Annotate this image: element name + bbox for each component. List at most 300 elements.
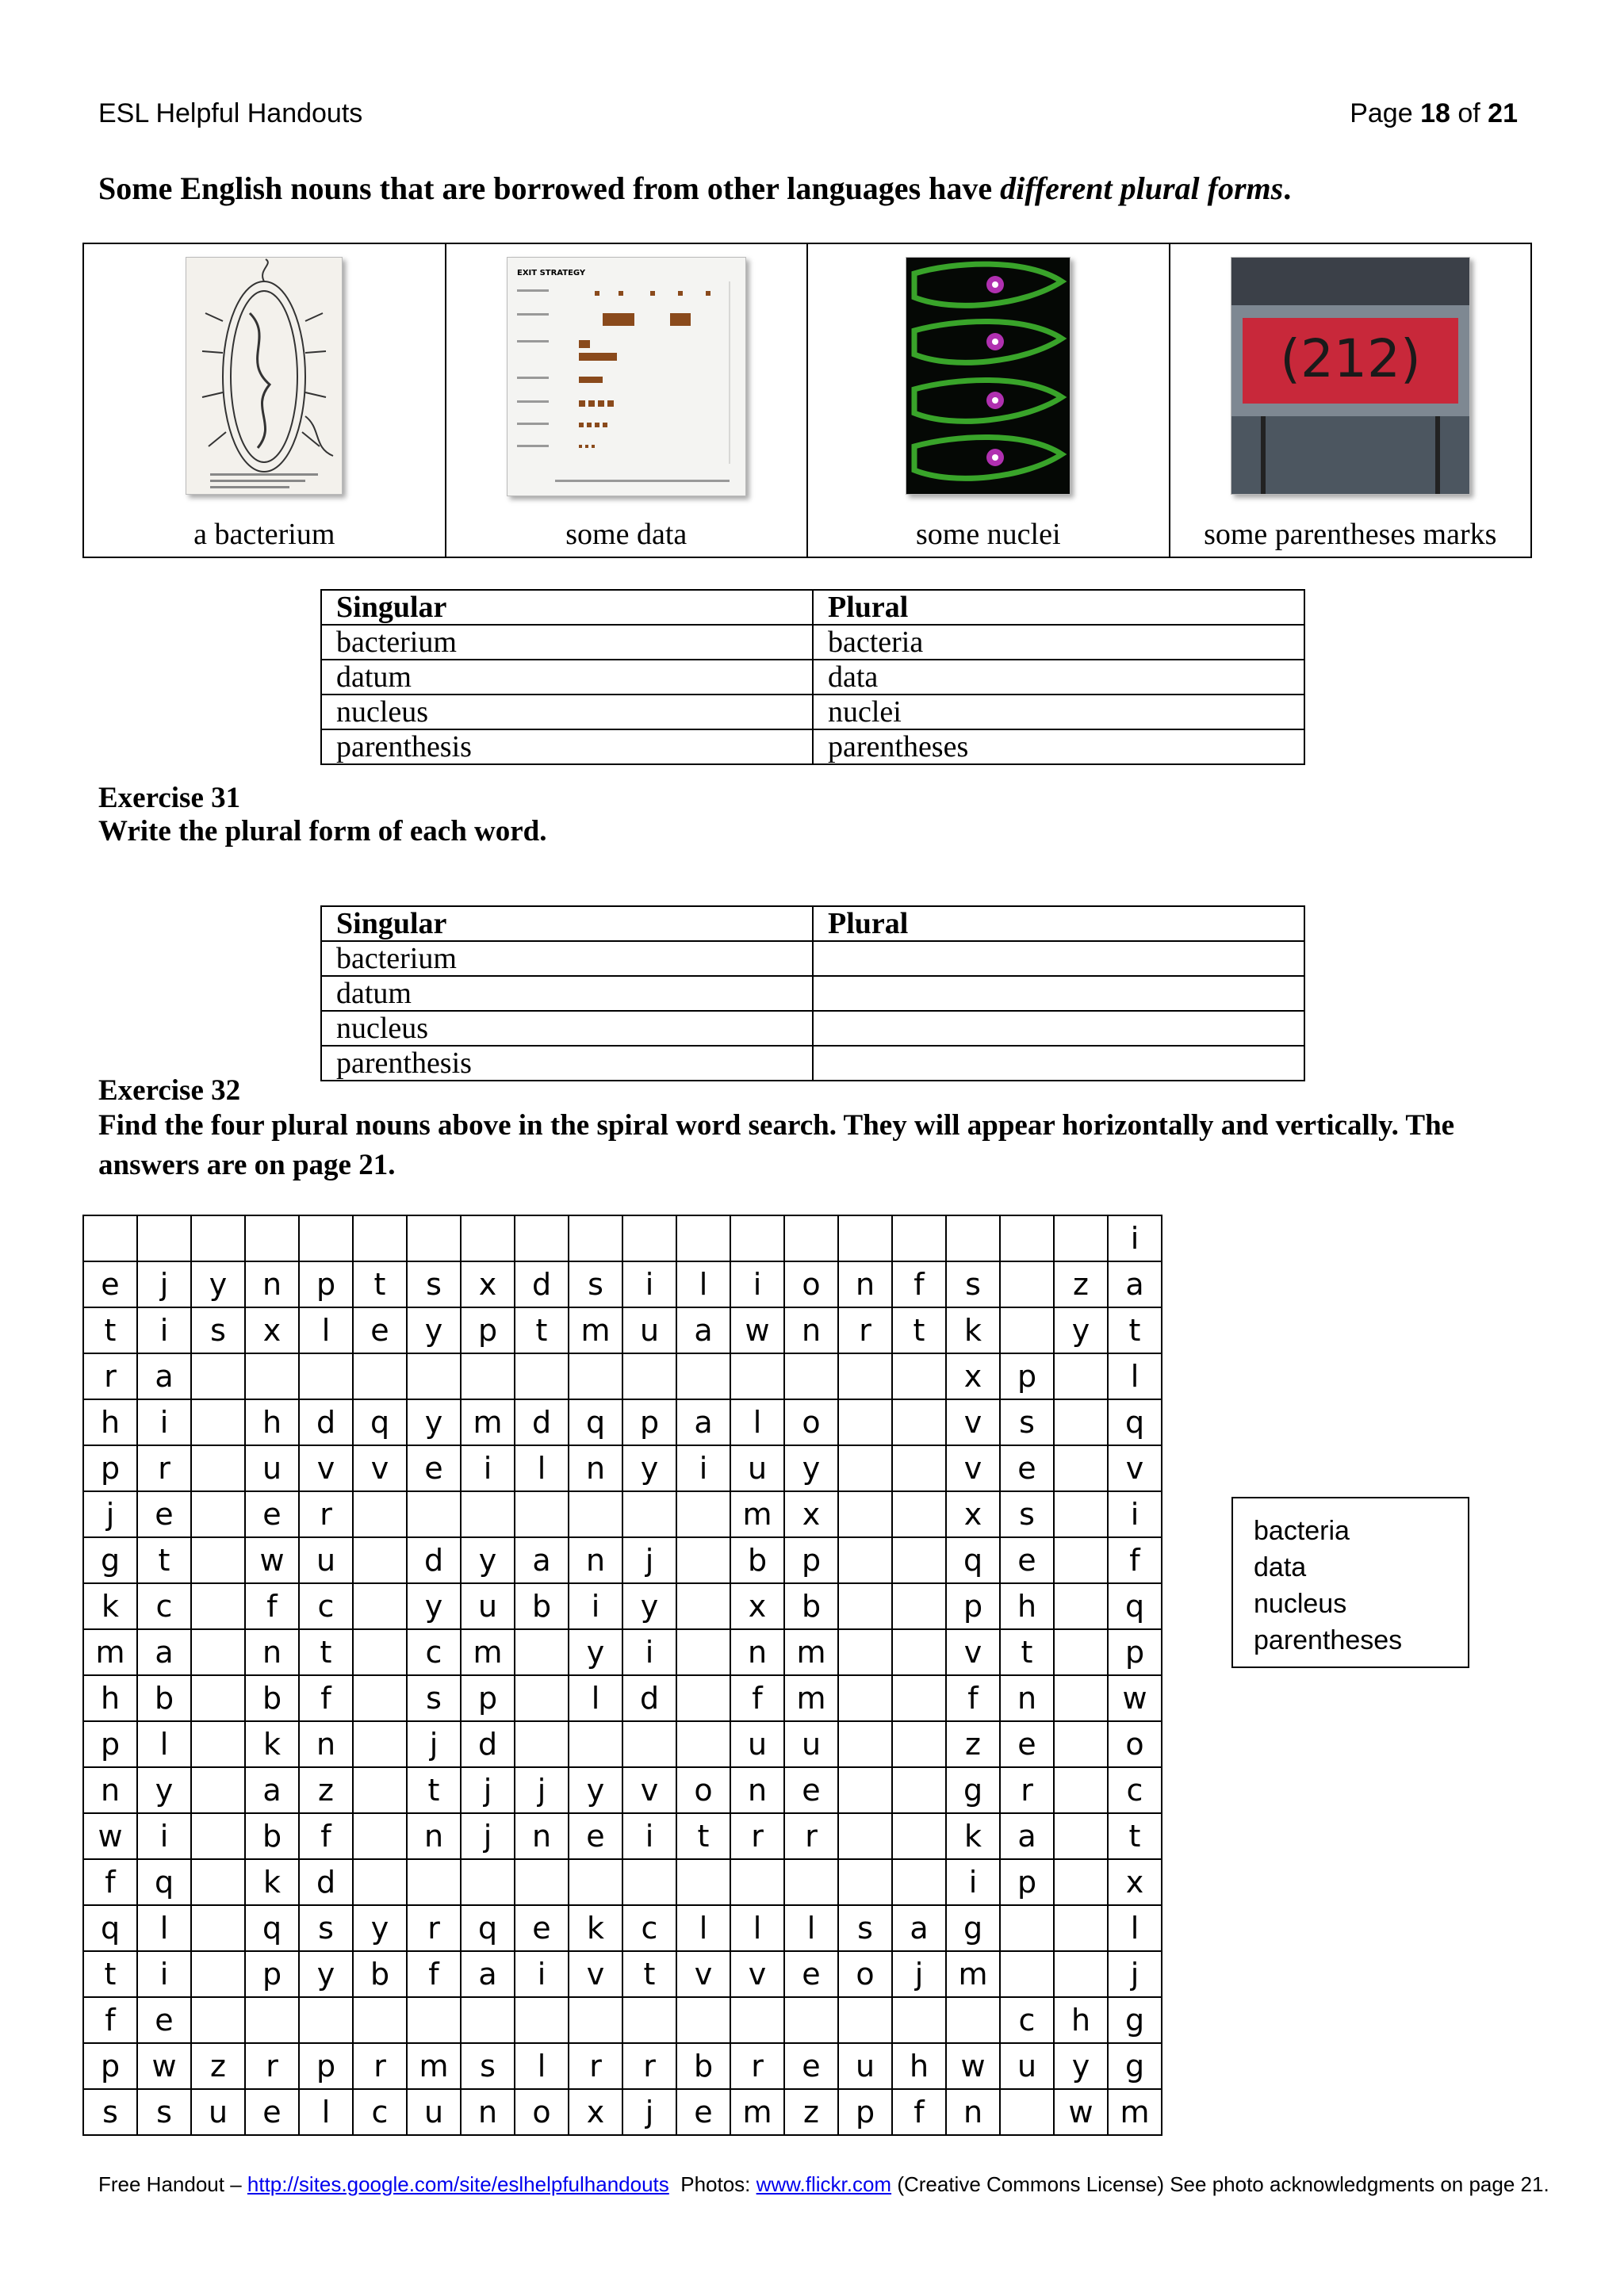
- grid-cell[interactable]: d: [299, 1399, 353, 1445]
- grid-cell[interactable]: [730, 1859, 784, 1905]
- grid-cell[interactable]: x: [1108, 1859, 1162, 1905]
- grid-cell[interactable]: r: [245, 2043, 299, 2089]
- grid-cell[interactable]: [1054, 1951, 1108, 1997]
- grid-cell[interactable]: [191, 1491, 245, 1537]
- grid-cell[interactable]: t: [622, 1951, 676, 1997]
- grid-cell[interactable]: c: [353, 2089, 407, 2135]
- grid-cell[interactable]: j: [137, 1261, 191, 1307]
- grid-cell[interactable]: y: [569, 1629, 622, 1675]
- grid-cell[interactable]: [838, 1767, 892, 1813]
- grid-cell[interactable]: b: [515, 1583, 569, 1629]
- grid-cell[interactable]: n: [1000, 1675, 1054, 1721]
- grid-cell[interactable]: [569, 1215, 622, 1261]
- grid-cell[interactable]: [191, 1445, 245, 1491]
- grid-cell[interactable]: [1054, 1675, 1108, 1721]
- grid-cell[interactable]: q: [245, 1905, 299, 1951]
- grid-cell[interactable]: m: [946, 1951, 1000, 1997]
- grid-cell[interactable]: [622, 1215, 676, 1261]
- grid-cell[interactable]: j: [83, 1491, 137, 1537]
- grid-cell[interactable]: p: [299, 2043, 353, 2089]
- grid-cell[interactable]: [353, 1353, 407, 1399]
- grid-cell[interactable]: n: [83, 1767, 137, 1813]
- grid-cell[interactable]: [1054, 1399, 1108, 1445]
- grid-cell[interactable]: w: [1054, 2089, 1108, 2135]
- grid-cell[interactable]: e: [1000, 1537, 1054, 1583]
- grid-cell[interactable]: t: [137, 1537, 191, 1583]
- grid-cell[interactable]: w: [1108, 1675, 1162, 1721]
- grid-cell[interactable]: b: [245, 1813, 299, 1859]
- grid-cell[interactable]: [245, 1353, 299, 1399]
- grid-cell[interactable]: m: [461, 1399, 515, 1445]
- grid-cell[interactable]: r: [299, 1491, 353, 1537]
- grid-cell[interactable]: j: [622, 1537, 676, 1583]
- grid-cell[interactable]: [1000, 1951, 1054, 1997]
- grid-cell[interactable]: l: [1108, 1905, 1162, 1951]
- grid-cell[interactable]: v: [946, 1399, 1000, 1445]
- grid-cell[interactable]: q: [83, 1905, 137, 1951]
- grid-cell[interactable]: r: [730, 1813, 784, 1859]
- grid-cell[interactable]: q: [1108, 1583, 1162, 1629]
- grid-cell[interactable]: [1054, 1445, 1108, 1491]
- grid-cell[interactable]: s: [299, 1905, 353, 1951]
- grid-cell[interactable]: l: [515, 2043, 569, 2089]
- grid-cell[interactable]: r: [353, 2043, 407, 2089]
- grid-cell[interactable]: [299, 1353, 353, 1399]
- grid-cell[interactable]: p: [784, 1537, 838, 1583]
- grid-cell[interactable]: r: [622, 2043, 676, 2089]
- grid-cell[interactable]: f: [299, 1813, 353, 1859]
- grid-cell[interactable]: u: [730, 1445, 784, 1491]
- grid-cell[interactable]: f: [892, 1261, 946, 1307]
- grid-cell[interactable]: [1000, 1215, 1054, 1261]
- grid-cell[interactable]: t: [1000, 1629, 1054, 1675]
- grid-cell[interactable]: [784, 1997, 838, 2043]
- grid-cell[interactable]: e: [784, 2043, 838, 2089]
- grid-cell[interactable]: [353, 1215, 407, 1261]
- grid-cell[interactable]: [515, 1721, 569, 1767]
- grid-cell[interactable]: [676, 1629, 730, 1675]
- grid-cell[interactable]: [353, 1997, 407, 2043]
- grid-cell[interactable]: h: [245, 1399, 299, 1445]
- grid-cell[interactable]: [461, 1997, 515, 2043]
- grid-cell[interactable]: [892, 1491, 946, 1537]
- grid-cell[interactable]: [892, 1445, 946, 1491]
- grid-cell[interactable]: e: [784, 1767, 838, 1813]
- grid-cell[interactable]: [353, 1767, 407, 1813]
- grid-cell[interactable]: p: [461, 1307, 515, 1353]
- grid-cell[interactable]: i: [946, 1859, 1000, 1905]
- grid-cell[interactable]: m: [730, 1491, 784, 1537]
- grid-cell[interactable]: x: [461, 1261, 515, 1307]
- grid-cell[interactable]: [407, 1859, 461, 1905]
- grid-cell[interactable]: [353, 1537, 407, 1583]
- grid-cell[interactable]: [353, 1813, 407, 1859]
- grid-cell[interactable]: r: [407, 1905, 461, 1951]
- grid-cell[interactable]: i: [1108, 1491, 1162, 1537]
- grid-cell[interactable]: [191, 1721, 245, 1767]
- grid-cell[interactable]: [461, 1859, 515, 1905]
- grid-cell[interactable]: p: [83, 2043, 137, 2089]
- grid-cell[interactable]: [1000, 2089, 1054, 2135]
- grid-cell[interactable]: s: [83, 2089, 137, 2135]
- grid-cell[interactable]: [1054, 1537, 1108, 1583]
- grid-cell[interactable]: [299, 1997, 353, 2043]
- grid-cell[interactable]: u: [245, 1445, 299, 1491]
- grid-cell[interactable]: [191, 1951, 245, 1997]
- grid-cell[interactable]: [622, 1353, 676, 1399]
- grid-cell[interactable]: l: [137, 1905, 191, 1951]
- grid-cell[interactable]: q: [137, 1859, 191, 1905]
- grid-cell[interactable]: v: [946, 1629, 1000, 1675]
- grid-cell[interactable]: i: [515, 1951, 569, 1997]
- flickr-link[interactable]: www.flickr.com: [756, 2172, 892, 2196]
- grid-cell[interactable]: d: [515, 1261, 569, 1307]
- grid-cell[interactable]: l: [299, 2089, 353, 2135]
- grid-cell[interactable]: f: [245, 1583, 299, 1629]
- grid-cell[interactable]: [676, 1491, 730, 1537]
- grid-cell[interactable]: l: [569, 1675, 622, 1721]
- grid-cell[interactable]: b: [353, 1951, 407, 1997]
- grid-cell[interactable]: a: [515, 1537, 569, 1583]
- grid-cell[interactable]: [838, 1215, 892, 1261]
- grid-cell[interactable]: m: [784, 1629, 838, 1675]
- handouts-link[interactable]: http://sites.google.com/site/eslhelpfulhandouts: [247, 2172, 669, 2196]
- grid-cell[interactable]: x: [569, 2089, 622, 2135]
- grid-cell[interactable]: d: [515, 1399, 569, 1445]
- grid-cell[interactable]: [569, 1721, 622, 1767]
- grid-cell[interactable]: i: [137, 1951, 191, 1997]
- grid-cell[interactable]: n: [730, 1767, 784, 1813]
- grid-cell[interactable]: y: [784, 1445, 838, 1491]
- grid-cell[interactable]: u: [622, 1307, 676, 1353]
- grid-cell[interactable]: o: [1108, 1721, 1162, 1767]
- grid-cell[interactable]: l: [730, 1399, 784, 1445]
- grid-cell[interactable]: [299, 1215, 353, 1261]
- grid-cell[interactable]: [730, 1353, 784, 1399]
- grid-cell[interactable]: p: [838, 2089, 892, 2135]
- grid-cell[interactable]: c: [1000, 1997, 1054, 2043]
- grid-cell[interactable]: x: [245, 1307, 299, 1353]
- grid-cell[interactable]: g: [1108, 1997, 1162, 2043]
- grid-cell[interactable]: [622, 1997, 676, 2043]
- grid-cell[interactable]: e: [83, 1261, 137, 1307]
- grid-cell[interactable]: t: [353, 1261, 407, 1307]
- grid-cell[interactable]: n: [838, 1261, 892, 1307]
- grid-cell[interactable]: [515, 1675, 569, 1721]
- grid-cell[interactable]: c: [622, 1905, 676, 1951]
- grid-cell[interactable]: w: [137, 2043, 191, 2089]
- grid-cell[interactable]: p: [1000, 1353, 1054, 1399]
- grid-cell[interactable]: n: [245, 1261, 299, 1307]
- grid-cell[interactable]: s: [569, 1261, 622, 1307]
- grid-cell[interactable]: y: [299, 1951, 353, 1997]
- grid-cell[interactable]: e: [784, 1951, 838, 1997]
- grid-cell[interactable]: w: [730, 1307, 784, 1353]
- grid-cell[interactable]: t: [83, 1951, 137, 1997]
- grid-cell[interactable]: m: [407, 2043, 461, 2089]
- grid-cell[interactable]: [838, 1629, 892, 1675]
- grid-cell[interactable]: [1000, 1905, 1054, 1951]
- grid-cell[interactable]: [569, 1859, 622, 1905]
- grid-cell[interactable]: [946, 1997, 1000, 2043]
- grid-cell[interactable]: c: [299, 1583, 353, 1629]
- grid-cell[interactable]: t: [892, 1307, 946, 1353]
- grid-cell[interactable]: [353, 1583, 407, 1629]
- grid-cell[interactable]: a: [1108, 1261, 1162, 1307]
- grid-cell[interactable]: i: [461, 1445, 515, 1491]
- grid-cell[interactable]: [1000, 1307, 1054, 1353]
- grid-cell[interactable]: [676, 1859, 730, 1905]
- grid-cell[interactable]: a: [245, 1767, 299, 1813]
- grid-cell[interactable]: j: [407, 1721, 461, 1767]
- grid-cell[interactable]: q: [353, 1399, 407, 1445]
- grid-cell[interactable]: f: [946, 1675, 1000, 1721]
- grid-cell[interactable]: [838, 1445, 892, 1491]
- grid-cell[interactable]: m: [730, 2089, 784, 2135]
- grid-cell[interactable]: [137, 1215, 191, 1261]
- grid-cell[interactable]: q: [461, 1905, 515, 1951]
- grid-cell[interactable]: e: [407, 1445, 461, 1491]
- grid-cell[interactable]: l: [1108, 1353, 1162, 1399]
- grid-cell[interactable]: h: [1054, 1997, 1108, 2043]
- grid-cell[interactable]: d: [299, 1859, 353, 1905]
- grid-cell[interactable]: [1054, 1583, 1108, 1629]
- grid-cell[interactable]: [892, 1997, 946, 2043]
- grid-cell[interactable]: [191, 1859, 245, 1905]
- grid-cell[interactable]: v: [569, 1951, 622, 1997]
- grid-cell[interactable]: h: [892, 2043, 946, 2089]
- grid-cell[interactable]: g: [83, 1537, 137, 1583]
- grid-cell[interactable]: o: [784, 1261, 838, 1307]
- grid-cell[interactable]: o: [676, 1767, 730, 1813]
- grid-cell[interactable]: p: [299, 1261, 353, 1307]
- grid-cell[interactable]: i: [622, 1629, 676, 1675]
- grid-cell[interactable]: v: [1108, 1445, 1162, 1491]
- grid-cell[interactable]: o: [838, 1951, 892, 1997]
- grid-cell[interactable]: [353, 1859, 407, 1905]
- grid-cell[interactable]: i: [137, 1307, 191, 1353]
- grid-cell[interactable]: j: [892, 1951, 946, 1997]
- grid-cell[interactable]: b: [245, 1675, 299, 1721]
- grid-cell[interactable]: e: [1000, 1721, 1054, 1767]
- grid-cell[interactable]: e: [1000, 1445, 1054, 1491]
- grid-cell[interactable]: [838, 1537, 892, 1583]
- grid-cell[interactable]: f: [299, 1675, 353, 1721]
- grid-cell[interactable]: [515, 1859, 569, 1905]
- grid-cell[interactable]: [838, 1583, 892, 1629]
- grid-cell[interactable]: i: [569, 1583, 622, 1629]
- grid-cell[interactable]: p: [622, 1399, 676, 1445]
- grid-cell[interactable]: w: [946, 2043, 1000, 2089]
- grid-cell[interactable]: u: [407, 2089, 461, 2135]
- grid-cell[interactable]: t: [1108, 1813, 1162, 1859]
- grid-cell[interactable]: i: [137, 1399, 191, 1445]
- grid-cell[interactable]: c: [407, 1629, 461, 1675]
- grid-cell[interactable]: n: [515, 1813, 569, 1859]
- grid-cell[interactable]: [892, 1215, 946, 1261]
- grid-cell[interactable]: y: [461, 1537, 515, 1583]
- grid-cell[interactable]: j: [461, 1813, 515, 1859]
- grid-cell[interactable]: p: [1000, 1859, 1054, 1905]
- grid-cell[interactable]: t: [676, 1813, 730, 1859]
- grid-cell[interactable]: j: [1108, 1951, 1162, 1997]
- grid-cell[interactable]: [515, 1215, 569, 1261]
- grid-cell[interactable]: z: [191, 2043, 245, 2089]
- grid-cell[interactable]: x: [784, 1491, 838, 1537]
- grid-cell[interactable]: [838, 1353, 892, 1399]
- grid-cell[interactable]: s: [461, 2043, 515, 2089]
- grid-cell[interactable]: [784, 1859, 838, 1905]
- grid-cell[interactable]: n: [730, 1629, 784, 1675]
- grid-cell[interactable]: [515, 1629, 569, 1675]
- grid-cell[interactable]: i: [676, 1445, 730, 1491]
- grid-cell[interactable]: b: [137, 1675, 191, 1721]
- grid-cell[interactable]: s: [407, 1261, 461, 1307]
- grid-cell[interactable]: [191, 1399, 245, 1445]
- grid-cell[interactable]: [191, 1629, 245, 1675]
- grid-cell[interactable]: z: [784, 2089, 838, 2135]
- grid-cell[interactable]: n: [461, 2089, 515, 2135]
- grid-cell[interactable]: [245, 1997, 299, 2043]
- grid-cell[interactable]: v: [299, 1445, 353, 1491]
- grid-cell[interactable]: [892, 1859, 946, 1905]
- grid-cell[interactable]: n: [784, 1307, 838, 1353]
- grid-cell[interactable]: y: [622, 1583, 676, 1629]
- grid-cell[interactable]: b: [730, 1537, 784, 1583]
- grid-cell[interactable]: p: [461, 1675, 515, 1721]
- grid-cell[interactable]: l: [137, 1721, 191, 1767]
- grid-cell[interactable]: k: [946, 1307, 1000, 1353]
- grid-cell[interactable]: [676, 1215, 730, 1261]
- grid-cell[interactable]: v: [353, 1445, 407, 1491]
- grid-cell[interactable]: m: [461, 1629, 515, 1675]
- grid-cell[interactable]: [191, 1767, 245, 1813]
- grid-cell[interactable]: k: [83, 1583, 137, 1629]
- grid-cell[interactable]: x: [730, 1583, 784, 1629]
- grid-cell[interactable]: a: [676, 1307, 730, 1353]
- grid-cell[interactable]: v: [946, 1445, 1000, 1491]
- grid-cell[interactable]: h: [1000, 1583, 1054, 1629]
- grid-cell[interactable]: [838, 1859, 892, 1905]
- grid-cell[interactable]: [730, 1997, 784, 2043]
- grid-cell[interactable]: [622, 1491, 676, 1537]
- grid-cell[interactable]: r: [83, 1353, 137, 1399]
- grid-cell[interactable]: l: [676, 1261, 730, 1307]
- grid-cell[interactable]: m: [83, 1629, 137, 1675]
- grid-cell[interactable]: k: [569, 1905, 622, 1951]
- grid-cell[interactable]: [407, 1491, 461, 1537]
- grid-cell[interactable]: u: [838, 2043, 892, 2089]
- grid-cell[interactable]: f: [1108, 1537, 1162, 1583]
- grid-cell[interactable]: i: [730, 1261, 784, 1307]
- grid-cell[interactable]: o: [515, 2089, 569, 2135]
- grid-cell[interactable]: [1054, 1721, 1108, 1767]
- grid-cell[interactable]: u: [191, 2089, 245, 2135]
- grid-cell[interactable]: o: [784, 1399, 838, 1445]
- grid-cell[interactable]: e: [137, 1997, 191, 2043]
- grid-cell[interactable]: e: [137, 1491, 191, 1537]
- grid-cell[interactable]: n: [946, 2089, 1000, 2135]
- grid-cell[interactable]: [892, 1675, 946, 1721]
- grid-cell[interactable]: f: [83, 1997, 137, 2043]
- grid-cell[interactable]: [191, 1583, 245, 1629]
- grid-cell[interactable]: z: [299, 1767, 353, 1813]
- grid-cell[interactable]: [191, 1353, 245, 1399]
- grid-cell[interactable]: [407, 1215, 461, 1261]
- grid-cell[interactable]: [1054, 1767, 1108, 1813]
- grid-cell[interactable]: k: [946, 1813, 1000, 1859]
- grid-cell[interactable]: i: [622, 1261, 676, 1307]
- grid-cell[interactable]: l: [515, 1445, 569, 1491]
- grid-cell[interactable]: [515, 1353, 569, 1399]
- grid-cell[interactable]: s: [1000, 1399, 1054, 1445]
- grid-cell[interactable]: a: [1000, 1813, 1054, 1859]
- grid-cell[interactable]: u: [461, 1583, 515, 1629]
- grid-cell[interactable]: v: [622, 1767, 676, 1813]
- grid-cell[interactable]: l: [784, 1905, 838, 1951]
- grid-cell[interactable]: u: [730, 1721, 784, 1767]
- grid-cell[interactable]: s: [838, 1905, 892, 1951]
- grid-cell[interactable]: w: [83, 1813, 137, 1859]
- grid-cell[interactable]: s: [191, 1307, 245, 1353]
- grid-cell[interactable]: [784, 1215, 838, 1261]
- grid-cell[interactable]: v: [676, 1951, 730, 1997]
- grid-cell[interactable]: h: [83, 1399, 137, 1445]
- grid-cell[interactable]: x: [946, 1353, 1000, 1399]
- grid-cell[interactable]: s: [137, 2089, 191, 2135]
- grid-cell[interactable]: j: [622, 2089, 676, 2135]
- grid-cell[interactable]: e: [569, 1813, 622, 1859]
- grid-cell[interactable]: g: [946, 1905, 1000, 1951]
- grid-cell[interactable]: r: [784, 1813, 838, 1859]
- grid-cell[interactable]: [1054, 1629, 1108, 1675]
- grid-cell[interactable]: g: [1108, 2043, 1162, 2089]
- grid-cell[interactable]: c: [137, 1583, 191, 1629]
- grid-cell[interactable]: d: [622, 1675, 676, 1721]
- grid-cell[interactable]: [622, 1721, 676, 1767]
- grid-cell[interactable]: [461, 1353, 515, 1399]
- grid-cell[interactable]: e: [245, 2089, 299, 2135]
- grid-cell[interactable]: y: [137, 1767, 191, 1813]
- grid-cell[interactable]: t: [1108, 1307, 1162, 1353]
- grid-cell[interactable]: t: [515, 1307, 569, 1353]
- grid-cell[interactable]: r: [569, 2043, 622, 2089]
- grid-cell[interactable]: [838, 1721, 892, 1767]
- grid-cell[interactable]: a: [137, 1353, 191, 1399]
- grid-cell[interactable]: s: [1000, 1491, 1054, 1537]
- grid-cell[interactable]: y: [1054, 2043, 1108, 2089]
- grid-cell[interactable]: s: [946, 1261, 1000, 1307]
- grid-cell[interactable]: [838, 1399, 892, 1445]
- grid-cell[interactable]: q: [569, 1399, 622, 1445]
- grid-cell[interactable]: b: [784, 1583, 838, 1629]
- grid-cell[interactable]: [892, 1537, 946, 1583]
- grid-cell[interactable]: [353, 1675, 407, 1721]
- grid-cell[interactable]: [892, 1399, 946, 1445]
- grid-cell[interactable]: a: [137, 1629, 191, 1675]
- grid-cell[interactable]: y: [407, 1583, 461, 1629]
- grid-cell[interactable]: e: [245, 1491, 299, 1537]
- grid-cell[interactable]: t: [83, 1307, 137, 1353]
- grid-cell[interactable]: y: [407, 1307, 461, 1353]
- grid-cell[interactable]: p: [83, 1721, 137, 1767]
- grid-cell[interactable]: k: [245, 1721, 299, 1767]
- grid-cell[interactable]: [1054, 1859, 1108, 1905]
- grid-cell[interactable]: [191, 1675, 245, 1721]
- grid-cell[interactable]: t: [299, 1629, 353, 1675]
- grid-cell[interactable]: [784, 1353, 838, 1399]
- grid-cell[interactable]: p: [1108, 1629, 1162, 1675]
